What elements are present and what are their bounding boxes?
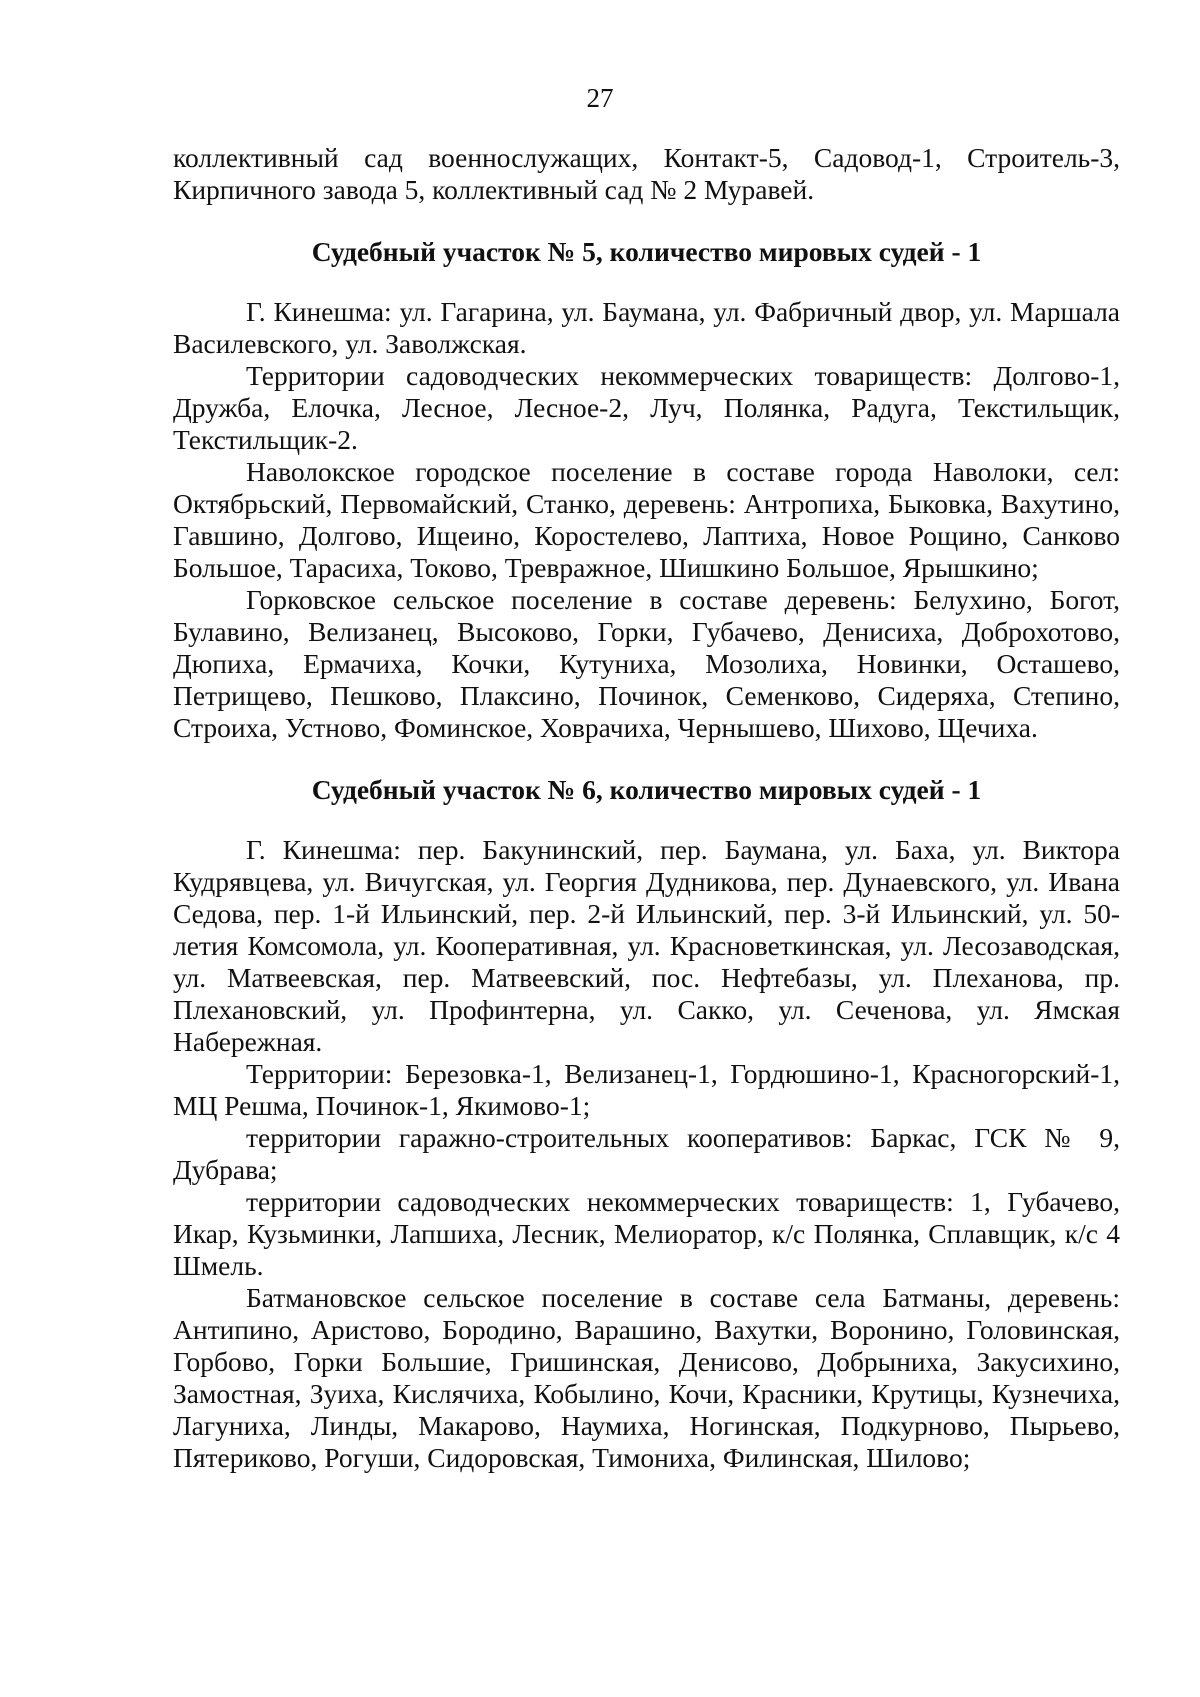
section-6-body (173, 834, 1120, 1474)
section-6-paragraph: Г. Кинешма: пер. Бакунинский, пер. Баумана, ул. Баха, ул. Виктора Кудрявцева, ул. Вичугская, ул. Георгия Дудникова, пер. Дунаевского, ул. Ивана Седова, пер. 1-й Ильинский, пер. 2-й Ильинский, пер. 3-й Ильинский, ул. 50-летия Комсомола, ул. Кооперативная, ул. Красноветкинская, ул. Лесозаводская, ул. Матвеевская, пер. Матвеевский, пос. Нефтебазы, ул. Плеханова, пр. Плехановский, ул. Профинтерна, ул. Сакко, ул. Сеченова, ул. Ямская Набережная. (173, 834, 1120, 1057)
section-6-heading: Судебный участок № 6, количество мировых судей - 1 (311, 774, 982, 805)
section-6-paragraph: территории гаражно-строительных кооперативов: Баркас, ГСК № 9, Дубрава; (173, 1122, 1120, 1185)
document-body (173, 142, 1120, 1474)
page-number: 27 (586, 83, 614, 113)
section-5-paragraph: Наволокское городское поселение в составе города Наволоки, сел: Октябрьский, Первомайский, Станко, деревень: Антропиха, Быковка, Вахутино, Гавшино, Долгово, Ищеино, Коростелево, Лаптиха, Новое Рощино, Санково Большое, Тарасиха, Токово, Тревражное, Шишкино Большое, Ярышкино; (173, 456, 1120, 583)
intro-paragraph: коллективный сад военнослужащих, Контакт-5, Садовод-1, Строитель-3, Кирпичного завода 5, коллективный сад № 2 Муравей. (173, 142, 1120, 205)
section-5-heading: Судебный участок № 5, количество мировых судей - 1 (311, 236, 982, 267)
section-6-paragraph: территории садоводческих некоммерческих товариществ: 1, Губачево, Икар, Кузьминки, Лапшиха, Лесник, Мелиоратор, к/с Полянка, Сплавщик, к/с 4 Шмель. (173, 1186, 1120, 1281)
section-5-body (173, 296, 1120, 744)
section-5-paragraph: Территории садоводческих некоммерческих товариществ: Долгово-1, Дружба, Елочка, Лесное, Лесное-2, Луч, Полянка, Радуга, Текстильщик, Текстильщик-2. (173, 360, 1120, 455)
section-5-paragraph: Г. Кинешма: ул. Гагарина, ул. Баумана, ул. Фабричный двор, ул. Маршала Василевского, ул. Заволжская. (173, 296, 1120, 359)
section-5-paragraph: Горковское сельское поселение в составе деревень: Белухино, Богот, Булавино, Велизанец, Высоково, Горки, Губачево, Денисиха, Доброхотово, Дюпиха, Ермачиха, Кочки, Кутуниха, Мозолиха, Новинки, Осташево, Петрищево, Пешково, Плаксино, Починок, Семенково, Сидеряха, Степино, Строиха, Устново, Фоминское, Ховрачиха, Чернышево, Шихово, Щечиха. (173, 584, 1120, 743)
section-6-paragraph: Территории: Березовка-1, Велизанец-1, Гордюшино-1, Красногорский-1, МЦ Решма, Починок-1, Якимово-1; (173, 1058, 1120, 1121)
section-6-paragraph: Батмановское сельское поселение в составе села Батманы, деревень: Антипино, Аристово, Бородино, Варашино, Вахутки, Воронино, Головинская, Горбово, Горки Большие, Гришинская, Денисово, Добрыниха, Закусихино, Замостная, Зуиха, Кислячиха, Кобылино, Кочи, Красники, Крутицы, Кузнечиха, Лагуниха, Линды, Макарово, Наумиха, Ногинская, Подкурново, Пырьево, Пятериково, Рогуши, Сидоровская, Тимониха, Филинская, Шилово; (173, 1282, 1120, 1473)
